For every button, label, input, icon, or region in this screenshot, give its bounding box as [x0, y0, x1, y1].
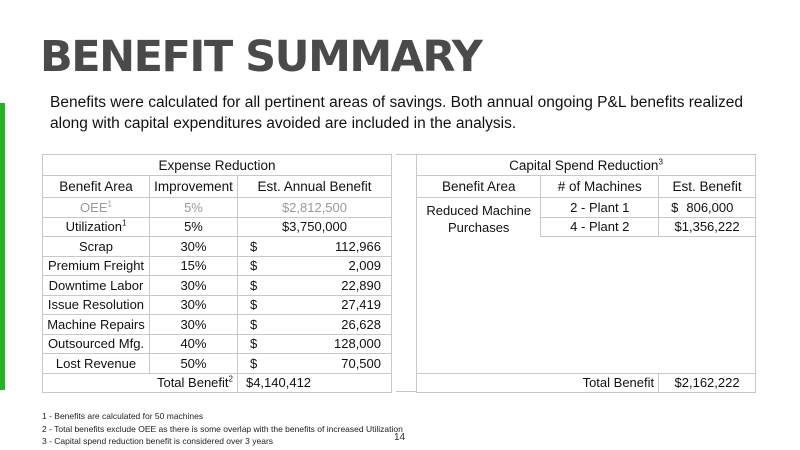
- capital-table-heading: [417, 155, 756, 176]
- benefit-area-label: Machine Repairs: [47, 316, 145, 332]
- amount-wrap: [242, 239, 387, 254]
- amount-wrap: [663, 200, 751, 215]
- table-row: [43, 354, 392, 374]
- annual-benefit-cell: [237, 315, 391, 335]
- currency-symbol: $: [671, 199, 679, 215]
- improvement-cell: 5%: [149, 217, 237, 237]
- currency-symbol: $: [249, 277, 258, 293]
- improvement-cell: 50%: [149, 354, 237, 374]
- table-row: [43, 276, 392, 296]
- capital-heading-text: Capital Spend Reduction: [509, 157, 659, 173]
- annual-benefit-cell: [237, 237, 391, 257]
- benefit-area-cell: [43, 315, 150, 335]
- footnote-marker: 2: [228, 374, 233, 384]
- amount-wrap: [242, 336, 387, 351]
- est-benefit-cell: [659, 198, 756, 218]
- currency-symbol: $: [249, 238, 258, 254]
- total-label: Total Benefit: [156, 375, 229, 391]
- annual-benefit-cell: [237, 334, 391, 354]
- capital-column-header: Est. Benefit: [659, 176, 756, 198]
- capital-heading-sup: 3: [658, 157, 663, 166]
- expense-column-header: Benefit Area: [43, 176, 150, 198]
- machines-cell: 2 - Plant 1: [541, 198, 659, 218]
- total-value: $2,162,222: [659, 373, 756, 393]
- improvement-cell: 15%: [149, 256, 237, 276]
- benefit-area-label: Issue Resolution: [47, 297, 145, 313]
- benefit-area-cell: [43, 237, 150, 257]
- annual-benefit-cell: [237, 256, 391, 276]
- currency-symbol: $: [249, 336, 258, 352]
- improvement-cell: 30%: [149, 315, 237, 335]
- benefit-area-cell: [43, 217, 150, 237]
- currency-symbol: $: [249, 297, 258, 313]
- expense-reduction-table: [42, 154, 392, 393]
- footnote-marker: 1: [107, 199, 112, 209]
- benefit-area-cell: [43, 276, 150, 296]
- benefit-area-label: Scrap: [79, 238, 113, 254]
- improvement-cell: 30%: [149, 295, 237, 315]
- benefit-area-cell: [43, 256, 150, 276]
- table-row: [43, 256, 392, 276]
- total-row: [417, 373, 756, 393]
- capital-benefit-area-cell: Reduced Machine Purchases: [417, 198, 541, 237]
- benefit-area-cell: [43, 295, 150, 315]
- improvement-cell: 40%: [149, 334, 237, 354]
- footnote: 1 - Benefits are calculated for 50 machines: [42, 411, 204, 421]
- benefit-area-label: Outsourced Mfg.: [47, 336, 145, 352]
- benefit-area-label: Premium Freight: [47, 258, 145, 274]
- improvement-cell: 30%: [149, 276, 237, 296]
- table-row: [43, 334, 392, 354]
- total-label-cell: [43, 373, 238, 393]
- footnotes: [42, 410, 406, 448]
- table-spacer: [396, 154, 416, 392]
- amount-wrap: [242, 278, 387, 293]
- amount-value: 27,419: [341, 297, 381, 313]
- total-label: Total Benefit: [417, 373, 659, 393]
- blank-cell: [417, 237, 756, 374]
- amount-value: $3,750,000: [281, 219, 348, 235]
- benefit-area-label: OEE: [80, 199, 108, 215]
- amount-value: 2,009: [348, 258, 381, 274]
- amount-wrap: [242, 356, 387, 371]
- amount-value: 112,966: [334, 238, 381, 254]
- benefit-area-label: Lost Revenue: [55, 355, 137, 371]
- expense-column-header: Improvement: [149, 176, 237, 198]
- currency-symbol: $: [249, 258, 258, 274]
- currency-symbol: $: [249, 355, 258, 371]
- amount-value: 26,628: [341, 316, 381, 332]
- table-row: [43, 217, 392, 237]
- amount-value: $2,812,500: [281, 199, 348, 215]
- benefit-area-cell: [43, 198, 150, 218]
- total-value-text: $4,140,412: [245, 375, 312, 391]
- amount-wrap: [242, 258, 387, 273]
- amount-value: 128,000: [334, 336, 381, 352]
- page-number: 14: [394, 432, 406, 443]
- benefit-area-label: Downtime Labor: [48, 277, 144, 293]
- table-row: [43, 295, 392, 315]
- amount-value: 70,500: [341, 355, 381, 371]
- expense-column-header: Est. Annual Benefit: [237, 176, 391, 198]
- benefit-area-cell: [43, 334, 150, 354]
- capital-column-header: Benefit Area: [417, 176, 541, 198]
- table-row: [43, 315, 392, 335]
- intro-paragraph: Benefits were calculated for all pertinent areas of savings. Both annual ongoing P&L benefits realized along with capital expenditures avoided are included in the analysis.: [50, 94, 744, 132]
- table-row: [417, 198, 756, 218]
- amount-value: 806,000: [686, 199, 734, 215]
- annual-benefit-cell: [237, 295, 391, 315]
- benefit-area-cell: [43, 354, 150, 374]
- capital-spend-table: [416, 154, 756, 393]
- amount-value: $1,356,222: [674, 219, 740, 235]
- expense-table-heading: Expense Reduction: [43, 155, 392, 176]
- page-title: BENEFIT SUMMARY: [40, 32, 482, 82]
- improvement-cell: 30%: [149, 237, 237, 257]
- est-benefit-cell: [659, 217, 756, 237]
- annual-benefit-cell: [237, 354, 391, 374]
- total-row: [43, 373, 392, 393]
- table-row: [43, 198, 392, 218]
- amount-wrap: [242, 297, 387, 312]
- currency-symbol: $: [249, 316, 258, 332]
- blank-area: [417, 237, 756, 374]
- annual-benefit-cell: [237, 198, 391, 218]
- footnote: 2 - Total benefits exclude OEE as there is some overlap with the benefits of increased Utilization: [42, 423, 403, 434]
- footnote-marker: 1: [121, 218, 127, 228]
- improvement-cell: 5%: [149, 198, 237, 218]
- annual-benefit-cell: [237, 276, 391, 296]
- amount-value: 22,890: [341, 277, 381, 293]
- accent-bar: [0, 103, 5, 390]
- table-row: [43, 237, 392, 257]
- annual-benefit-cell: [237, 217, 391, 237]
- total-value: [237, 373, 391, 393]
- capital-column-header: # of Machines: [541, 176, 659, 198]
- benefit-area-label: Utilization: [65, 219, 122, 235]
- footnote: 3 - Capital spend reduction benefit is considered over 3 years: [42, 436, 274, 446]
- amount-wrap: [242, 317, 387, 332]
- machines-cell: 4 - Plant 2: [541, 217, 659, 237]
